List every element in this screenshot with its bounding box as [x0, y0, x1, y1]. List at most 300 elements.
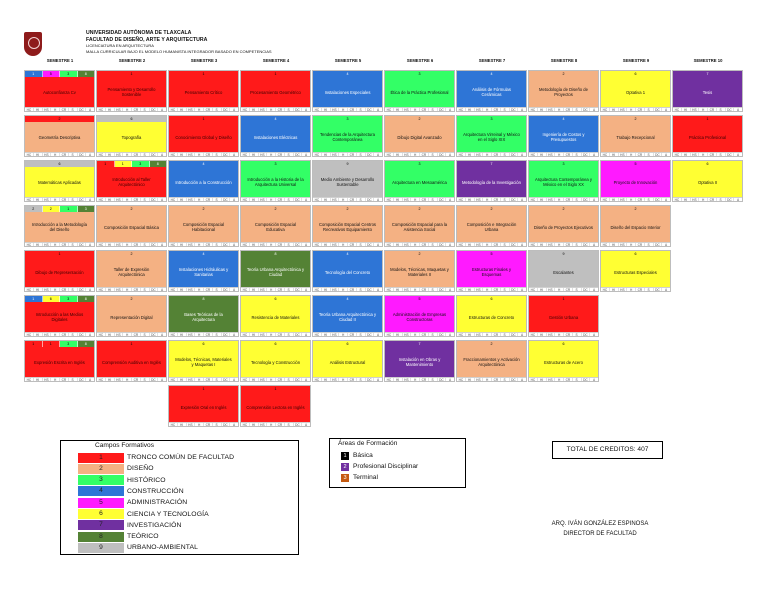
- hours-label: A: [377, 108, 380, 112]
- hours-label: S: [141, 198, 150, 202]
- course-hours: [385, 377, 454, 382]
- course-tag: 2: [169, 206, 238, 212]
- hours-label: HS: [259, 198, 268, 202]
- legend-label: ADMINISTRACIÓN: [127, 499, 188, 507]
- hours-label: CR: [60, 333, 69, 337]
- course-cell: [96, 295, 167, 337]
- course-name: Comprensión Lectora en Inglés: [241, 392, 310, 422]
- hours-label: HS: [187, 153, 196, 157]
- hours-label: HS: [547, 243, 556, 247]
- hours-label: DC: [366, 333, 375, 337]
- course-tag: 6: [97, 116, 166, 122]
- hours-label: S: [141, 153, 150, 157]
- hours-label: A: [449, 153, 452, 157]
- hours-label: CR: [636, 198, 645, 202]
- hours-label: DC: [294, 243, 303, 247]
- course-name: Trabajo Recepcional: [601, 122, 670, 152]
- course-hours: [169, 287, 238, 292]
- hours-label: HS: [259, 153, 268, 157]
- hours-label: A: [233, 198, 236, 202]
- hours-label: A: [521, 288, 524, 292]
- course-cell: [96, 115, 167, 157]
- hours-label: HS: [43, 198, 52, 202]
- semester-header: SEMESTRE 1: [46, 58, 74, 63]
- hours-label: CR: [492, 198, 501, 202]
- hours-label: HS: [475, 198, 484, 202]
- hours-label: H: [411, 243, 420, 247]
- hours-label: S: [717, 108, 726, 112]
- legend-label: CIENCIA Y TECNOLOGÍA: [127, 510, 209, 518]
- hours-label: S: [357, 153, 366, 157]
- hours-label: H: [555, 153, 564, 157]
- hours-label: H: [123, 333, 132, 337]
- course-name: Topografía: [97, 122, 166, 152]
- course-hours: [25, 107, 94, 112]
- hours-label: HS: [691, 108, 700, 112]
- course-cell: [24, 160, 95, 202]
- hours-label: DC: [510, 378, 519, 382]
- course-hours: [313, 377, 382, 382]
- hours-label: H: [483, 198, 492, 202]
- hours-label: A: [737, 198, 740, 202]
- hours-label: CR: [204, 108, 213, 112]
- course-name: Geometría Descriptiva: [25, 122, 94, 152]
- hours-label: DC: [222, 108, 231, 112]
- hours-label: A: [593, 288, 596, 292]
- hours-label: HS: [547, 378, 556, 382]
- course-tag: 2: [457, 341, 526, 347]
- course-hours: [313, 152, 382, 157]
- hours-label: HI: [34, 153, 43, 157]
- course-hours: [25, 152, 94, 157]
- hours-label: HC: [529, 153, 538, 157]
- hours-label: HI: [250, 243, 259, 247]
- hours-label: CR: [564, 333, 573, 337]
- course-cell: [384, 70, 455, 112]
- course-cell: [312, 205, 383, 247]
- course-hours: [97, 152, 166, 157]
- hours-label: HI: [250, 198, 259, 202]
- hours-label: HC: [169, 153, 178, 157]
- hours-label: HI: [322, 378, 331, 382]
- hours-label: HS: [115, 333, 124, 337]
- hours-label: DC: [438, 288, 447, 292]
- hours-label: DC: [150, 378, 159, 382]
- hours-label: CR: [204, 378, 213, 382]
- hours-label: S: [645, 243, 654, 247]
- hours-label: DC: [582, 333, 591, 337]
- course-cell: [240, 70, 311, 112]
- legend-item: [78, 463, 154, 474]
- hours-label: DC: [510, 243, 519, 247]
- hours-label: CR: [564, 108, 573, 112]
- hours-label: CR: [60, 153, 69, 157]
- hours-label: H: [195, 288, 204, 292]
- hours-label: CR: [276, 378, 285, 382]
- semester-header: SEMESTRE 10: [693, 58, 723, 63]
- hours-label: CR: [276, 288, 285, 292]
- course-name: Procesamiento Geométrico: [241, 77, 310, 107]
- hours-label: A: [377, 243, 380, 247]
- hours-label: H: [627, 288, 636, 292]
- hours-label: H: [123, 198, 132, 202]
- hours-label: HI: [106, 243, 115, 247]
- hours-label: A: [305, 423, 308, 427]
- hours-label: A: [161, 198, 164, 202]
- course-cell: [528, 205, 599, 247]
- hours-label: CR: [420, 243, 429, 247]
- hours-label: H: [555, 243, 564, 247]
- hours-label: DC: [726, 198, 735, 202]
- hours-label: HS: [187, 198, 196, 202]
- hours-label: H: [699, 198, 708, 202]
- hours-label: HC: [25, 378, 34, 382]
- course-name: Composición Espacial Educativa: [241, 212, 310, 242]
- course-name: Bases Teóricas de la Arquitectura: [169, 302, 238, 332]
- course-hours: [529, 152, 598, 157]
- hours-label: HC: [385, 243, 394, 247]
- hours-label: H: [195, 423, 204, 427]
- course-tag: 6: [601, 251, 670, 257]
- hours-label: DC: [294, 108, 303, 112]
- hours-label: S: [573, 378, 582, 382]
- hours-label: A: [665, 198, 668, 202]
- hours-label: S: [501, 153, 510, 157]
- hours-label: DC: [582, 288, 591, 292]
- hours-label: H: [195, 198, 204, 202]
- course-tag: 1: [241, 386, 310, 392]
- hours-label: S: [573, 243, 582, 247]
- hours-label: HC: [529, 333, 538, 337]
- course-cell: [240, 205, 311, 247]
- course-hours: [97, 107, 166, 112]
- hours-label: HI: [394, 108, 403, 112]
- hours-label: H: [339, 198, 348, 202]
- hours-label: DC: [366, 198, 375, 202]
- hours-label: CR: [348, 198, 357, 202]
- course-cell: [384, 115, 455, 157]
- hours-label: HS: [547, 198, 556, 202]
- legend-swatch: 4: [78, 486, 124, 496]
- hours-label: HI: [106, 288, 115, 292]
- course-cell: [24, 115, 95, 157]
- course-cell: [96, 250, 167, 292]
- hours-label: DC: [726, 108, 735, 112]
- course-name: Comprensión Auditiva en Inglés: [97, 347, 166, 377]
- course-name: Composición Espacial Habitacional: [169, 212, 238, 242]
- hours-label: HC: [529, 378, 538, 382]
- hours-label: A: [233, 423, 236, 427]
- hours-label: DC: [438, 243, 447, 247]
- course-hours: [241, 152, 310, 157]
- course-cell: [240, 115, 311, 157]
- course-name: Autoconfianza Cv: [25, 77, 94, 107]
- hours-label: A: [521, 378, 524, 382]
- hours-label: HS: [259, 243, 268, 247]
- course-tag: 6: [43, 296, 61, 302]
- hours-label: HS: [331, 333, 340, 337]
- hours-label: A: [449, 378, 452, 382]
- hours-label: CR: [276, 198, 285, 202]
- hours-label: HC: [241, 423, 250, 427]
- course-tag: 5: [601, 161, 670, 167]
- hours-label: A: [593, 108, 596, 112]
- hours-label: HS: [547, 108, 556, 112]
- course-tag: 2: [385, 116, 454, 122]
- hours-label: H: [51, 153, 60, 157]
- hours-label: DC: [222, 198, 231, 202]
- course-name: Ética de la Práctica Profesional: [385, 77, 454, 107]
- hours-label: S: [357, 378, 366, 382]
- course-cell: [168, 70, 239, 112]
- hours-label: S: [501, 243, 510, 247]
- course-cell: [96, 70, 167, 112]
- hours-label: CR: [636, 243, 645, 247]
- course-hours: [313, 242, 382, 247]
- course-name: Tecnología del Concreto: [313, 257, 382, 287]
- course-tag: 4: [313, 296, 382, 302]
- hours-label: HS: [475, 378, 484, 382]
- hours-label: HC: [241, 198, 250, 202]
- hours-label: A: [377, 198, 380, 202]
- course-cell: [600, 70, 671, 112]
- hours-label: DC: [366, 288, 375, 292]
- course-name: Modelos, Técnicas, Maquetas y Materiales II: [385, 257, 454, 287]
- hours-label: HC: [241, 378, 250, 382]
- hours-label: DC: [294, 333, 303, 337]
- course-cell: [168, 115, 239, 157]
- course-tag: 4: [313, 251, 382, 257]
- course-hours: [25, 242, 94, 247]
- legend-item: [78, 486, 184, 497]
- hours-label: HC: [529, 198, 538, 202]
- course-tag: 1: [97, 161, 115, 167]
- hours-label: HC: [457, 288, 466, 292]
- course-cell: [24, 295, 95, 337]
- hours-label: HS: [259, 423, 268, 427]
- hours-label: CR: [60, 243, 69, 247]
- hours-label: HI: [682, 153, 691, 157]
- course-name: Representación Digital: [97, 302, 166, 332]
- course-cell: [240, 295, 311, 337]
- hours-label: S: [141, 288, 150, 292]
- hours-label: HC: [25, 153, 34, 157]
- course-tag: 4: [313, 71, 382, 77]
- hours-label: HI: [682, 198, 691, 202]
- course-cell: [456, 115, 527, 157]
- hours-label: S: [213, 243, 222, 247]
- hours-label: DC: [438, 198, 447, 202]
- hours-label: A: [593, 333, 596, 337]
- hours-label: HS: [331, 153, 340, 157]
- hours-label: A: [377, 288, 380, 292]
- hours-label: CR: [60, 198, 69, 202]
- hours-label: S: [285, 423, 294, 427]
- course-hours: [313, 332, 382, 337]
- hours-label: HI: [106, 198, 115, 202]
- course-cell: [168, 205, 239, 247]
- course-name: Optativa 1: [601, 77, 670, 107]
- hours-label: HS: [331, 108, 340, 112]
- hours-label: HC: [313, 288, 322, 292]
- hours-label: HS: [187, 423, 196, 427]
- course-tag: 2: [25, 206, 43, 212]
- hours-label: DC: [150, 153, 159, 157]
- course-tag: 3: [132, 161, 150, 167]
- course-name: Instalaciones Especiales: [313, 77, 382, 107]
- hours-label: HI: [250, 423, 259, 427]
- hours-label: A: [593, 243, 596, 247]
- course-cell: [240, 250, 311, 292]
- hours-label: S: [573, 198, 582, 202]
- hours-label: H: [339, 378, 348, 382]
- program-name: LICENCIATURA EN ARQUITECTURA: [86, 43, 154, 49]
- hours-label: S: [501, 333, 510, 337]
- course-tag: 6: [241, 341, 310, 347]
- hours-label: HI: [610, 198, 619, 202]
- hours-label: S: [141, 333, 150, 337]
- course-tag: 1: [169, 71, 238, 77]
- course-tag: 6: [25, 161, 94, 167]
- hours-label: H: [411, 288, 420, 292]
- hours-label: CR: [204, 288, 213, 292]
- hours-label: A: [161, 288, 164, 292]
- course-tag: 1: [25, 341, 43, 347]
- hours-label: H: [195, 153, 204, 157]
- course-hours: [529, 377, 598, 382]
- hours-label: CR: [204, 153, 213, 157]
- hours-label: A: [665, 243, 668, 247]
- area-item: [341, 473, 378, 482]
- hours-label: HS: [115, 198, 124, 202]
- course-cell: [312, 250, 383, 292]
- hours-label: S: [429, 243, 438, 247]
- hours-label: HI: [538, 333, 547, 337]
- course-name: Escalantes: [529, 257, 598, 287]
- course-tag: 6: [313, 341, 382, 347]
- course-hours: [529, 287, 598, 292]
- hours-label: CR: [492, 378, 501, 382]
- course-hours: [457, 197, 526, 202]
- hours-label: H: [339, 108, 348, 112]
- legend-label: TEÓRICO: [127, 533, 159, 541]
- legend-label: HISTÓRICO: [127, 476, 166, 484]
- hours-label: CR: [132, 198, 141, 202]
- course-hours: [457, 377, 526, 382]
- course-cell: [168, 160, 239, 202]
- hours-label: DC: [510, 108, 519, 112]
- hours-label: HI: [106, 378, 115, 382]
- hours-label: HC: [313, 153, 322, 157]
- legend-areas-formacion: [329, 438, 466, 488]
- hours-label: A: [593, 378, 596, 382]
- legend-swatch: 3: [78, 475, 124, 485]
- course-name: Ingeniería de Costos y Presupuestos: [529, 122, 598, 152]
- course-cell: [24, 340, 95, 382]
- hours-label: DC: [78, 288, 87, 292]
- hours-label: A: [449, 108, 452, 112]
- hours-label: H: [195, 243, 204, 247]
- hours-label: CR: [132, 378, 141, 382]
- hours-label: DC: [222, 288, 231, 292]
- hours-label: CR: [420, 378, 429, 382]
- course-hours: [97, 287, 166, 292]
- header-text: [86, 30, 272, 54]
- hours-label: HC: [169, 288, 178, 292]
- course-tag: 5: [43, 71, 61, 77]
- course-name: Resistencia de Materiales: [241, 302, 310, 332]
- hours-label: H: [123, 288, 132, 292]
- hours-label: DC: [582, 243, 591, 247]
- course-tag: 8: [78, 341, 95, 347]
- hours-label: A: [305, 288, 308, 292]
- course-tag: 9: [313, 161, 382, 167]
- hours-label: HC: [97, 108, 106, 112]
- hours-label: S: [213, 198, 222, 202]
- hours-label: H: [627, 153, 636, 157]
- hours-label: A: [521, 198, 524, 202]
- course-name: Fraccionamientos y Activación Arquitectónica: [457, 347, 526, 377]
- course-tag: 1: [241, 71, 310, 77]
- course-cell: [456, 70, 527, 112]
- course-tag: 6: [241, 296, 310, 302]
- hours-label: HI: [610, 288, 619, 292]
- hours-label: HS: [403, 243, 412, 247]
- hours-label: H: [339, 153, 348, 157]
- course-name: Introducción al Taller Arquitectónico: [97, 167, 166, 197]
- hours-label: S: [357, 108, 366, 112]
- hours-label: A: [89, 288, 92, 292]
- course-tag: 8: [150, 161, 167, 167]
- course-cell: [240, 385, 311, 427]
- course-name: Estructuras de Concreto: [457, 302, 526, 332]
- hours-label: A: [737, 108, 740, 112]
- hours-label: S: [69, 108, 78, 112]
- hours-label: H: [411, 108, 420, 112]
- area-label: Profesional Disciplinar: [353, 463, 419, 470]
- course-cell: [456, 205, 527, 247]
- course-hours: [241, 332, 310, 337]
- hours-label: CR: [420, 198, 429, 202]
- course-tag: 2: [97, 206, 166, 212]
- course-tag: 3: [60, 71, 78, 77]
- legend-item: [78, 452, 234, 463]
- hours-label: H: [195, 378, 204, 382]
- course-hours: [601, 107, 670, 112]
- course-tag: 1: [673, 116, 742, 122]
- hours-label: A: [665, 288, 668, 292]
- hours-label: HC: [673, 108, 682, 112]
- hours-label: HC: [457, 153, 466, 157]
- course-name: Arquitectura Contemporánea y México en el Siglo XX: [529, 167, 598, 197]
- hours-label: DC: [510, 153, 519, 157]
- hours-label: HI: [34, 378, 43, 382]
- hours-label: S: [429, 378, 438, 382]
- hours-label: S: [717, 153, 726, 157]
- hours-label: H: [267, 378, 276, 382]
- course-tag: 3: [60, 296, 78, 302]
- hours-label: H: [123, 243, 132, 247]
- course-tag: 1: [169, 386, 238, 392]
- hours-label: HI: [394, 288, 403, 292]
- hours-label: HI: [466, 153, 475, 157]
- course-name: Proyecto de Innovación: [601, 167, 670, 197]
- hours-label: A: [665, 153, 668, 157]
- course-cell: [168, 340, 239, 382]
- hours-label: H: [699, 108, 708, 112]
- hours-label: HS: [259, 288, 268, 292]
- hours-label: S: [501, 378, 510, 382]
